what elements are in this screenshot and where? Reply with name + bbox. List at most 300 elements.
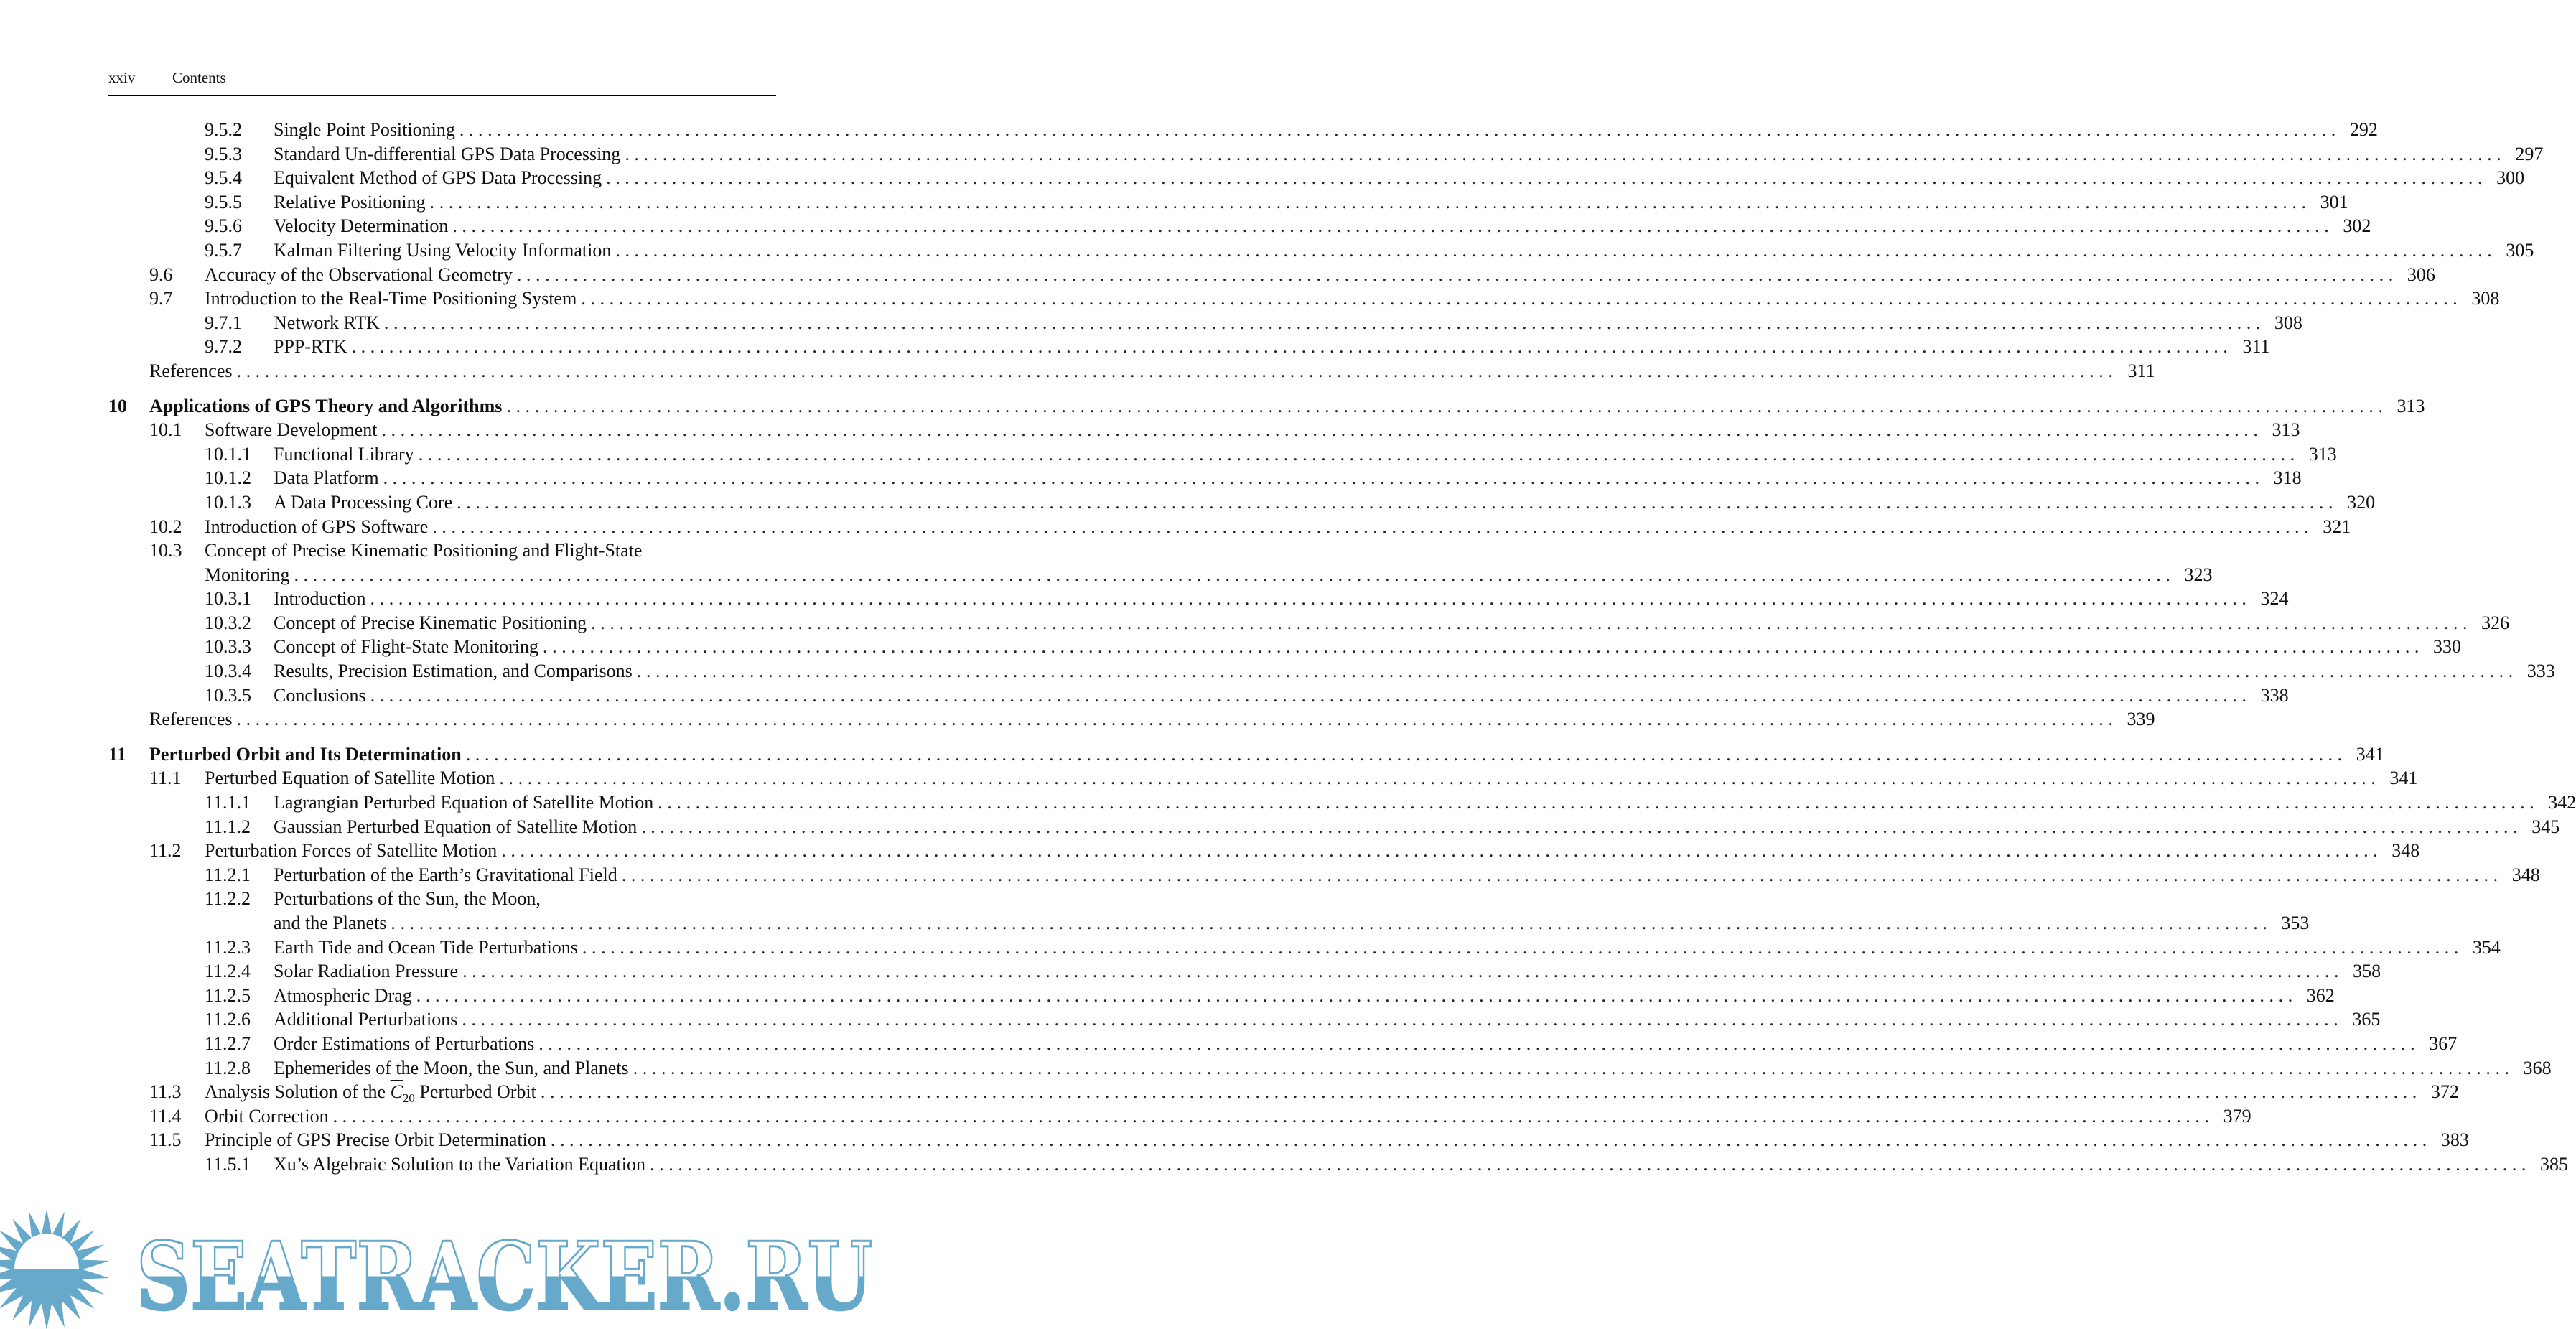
- entry-page: 302: [2343, 215, 2371, 237]
- entry-number: 11.2.3: [205, 936, 251, 958]
- entry-page: 321: [2323, 516, 2351, 537]
- entry-page: 297: [2515, 143, 2544, 164]
- entry-title-text: Single Point Positioning: [274, 119, 455, 140]
- entry-number: 11.1.1: [205, 792, 251, 813]
- leader-dots: ........................................................................................................................................................................................................: [606, 167, 2488, 189]
- entry-title-text: Concept of Precise Kinematic Positioning and Flight-State: [205, 540, 643, 561]
- entry-title: [205, 1128, 546, 1152]
- entry-line: [205, 563, 2213, 587]
- page-number: xxiv: [108, 69, 136, 86]
- entry-line: [274, 1152, 2569, 1177]
- entry-line: [274, 466, 2302, 490]
- leader-dots: ........................................................................................................................................................................................................: [370, 684, 2251, 706]
- entry-number: 9.7.1: [205, 312, 242, 333]
- entry-number: 11.2: [149, 840, 182, 862]
- entry-title-text: Additional Perturbations: [274, 1009, 458, 1030]
- entry-number: 9.5.5: [205, 191, 242, 213]
- entry-line: [205, 1080, 2459, 1106]
- entry-title-text: Earth Tide and Ocean Tide Perturbations: [274, 936, 578, 958]
- leader-dots: ........................................................................................................................................................................................................: [381, 419, 2263, 441]
- entry-number: 11.2.1: [205, 864, 251, 885]
- leader-dots: ........................................................................................................................................................................................................: [462, 1009, 2343, 1030]
- entry-page: 342: [2548, 792, 2576, 813]
- entry-line: [274, 335, 2270, 359]
- entry-number: 11.2.5: [205, 984, 251, 1006]
- toc-entry[interactable]: [0, 587, 2289, 611]
- toc-entry[interactable]: [0, 1152, 2569, 1177]
- entry-title: [274, 587, 366, 611]
- toc-entry[interactable]: [0, 742, 2384, 767]
- entry-title-continuation: Monitoring: [205, 564, 290, 585]
- leader-dots: ........................................................................................................................................................................................................: [581, 288, 2463, 309]
- toc-entry[interactable]: [0, 286, 2500, 311]
- entry-title-text: Results, Precision Estimation, and Comparisons: [274, 661, 633, 682]
- leader-dots: ........................................................................................................................................................................................................: [383, 467, 2264, 489]
- entry-title: [274, 959, 458, 984]
- toc-entry[interactable]: [0, 936, 2501, 960]
- leader-dots: ........................................................................................................................................................................................................: [351, 336, 2233, 358]
- leader-dots: ........................................................................................................................................................................................................: [621, 864, 2503, 885]
- entry-title: [274, 815, 637, 839]
- entry-number: 11.2.6: [205, 1009, 251, 1030]
- entry-line: [274, 984, 2335, 1008]
- entry-title-text: Perturbation of the Earth’s Gravitational Field: [274, 864, 617, 885]
- leader-dots: ........................................................................................................................................................................................................: [538, 1032, 2420, 1054]
- entry-line: [205, 286, 2500, 311]
- entry-line: [274, 791, 2576, 815]
- entry-title-text: Perturbed Orbit and Its Determination: [149, 743, 462, 765]
- entry-line: [274, 936, 2501, 960]
- entry-title-text: Concept of Precise Kinematic Positioning: [274, 612, 587, 633]
- entry-title-text: Relative Positioning: [274, 191, 426, 213]
- entry-title-text: Ephemerides of the Moon, the Sun, and Planets: [274, 1057, 629, 1078]
- entry-number: 10.3.1: [205, 588, 251, 610]
- toc-entry[interactable]: [0, 684, 2289, 708]
- entry-page: 338: [2260, 684, 2289, 706]
- leader-dots: ........................................................................................................................................................................................................: [418, 443, 2300, 465]
- entry-title-text: Analysis Solution of the: [205, 1081, 391, 1103]
- entry-line: [274, 118, 2378, 142]
- entry-page: 301: [2320, 191, 2348, 213]
- entry-title: [205, 766, 495, 791]
- toc-entry[interactable]: [0, 142, 2544, 167]
- entry-title-text: Software Development: [205, 419, 378, 441]
- entry-title: [205, 418, 377, 442]
- entry-title-text: Lagrangian Perturbed Equation of Satellite Motion: [274, 792, 654, 813]
- entry-page: 353: [2281, 913, 2310, 933]
- entry-page: 365: [2352, 1009, 2381, 1030]
- entry-page: 379: [2223, 1105, 2251, 1127]
- leader-dots: ........................................................................................................................................................................................................: [658, 792, 2539, 813]
- entry-number: 10.3.3: [205, 636, 251, 658]
- entry-line: [274, 190, 2348, 215]
- leader-dots: ........................................................................................................................................................................................................: [294, 564, 2175, 585]
- entry-title-text: Concept of Flight-State Monitoring: [274, 636, 539, 658]
- entry-number: 10.1.2: [205, 467, 251, 489]
- entry-line: [274, 1032, 2458, 1056]
- entry-number: 9.6: [149, 264, 173, 285]
- entry-title: [205, 286, 577, 311]
- entry-title: [274, 611, 587, 635]
- entry-title: [149, 359, 232, 383]
- toc-entry[interactable]: [0, 959, 2381, 984]
- entry-title: [149, 742, 462, 767]
- toc-entry[interactable]: [0, 984, 2335, 1008]
- entry-number: 11.2.7: [205, 1032, 251, 1054]
- leader-dots: ........................................................................................................................................................................................................: [236, 709, 2118, 730]
- toc-entry[interactable]: [0, 563, 2213, 587]
- entry-line: [274, 214, 2371, 238]
- leader-dots: ........................................................................................................................................................................................................: [462, 961, 2344, 982]
- entry-line: [274, 166, 2525, 190]
- toc-entry[interactable]: [0, 1056, 2552, 1081]
- entry-page: 313: [2272, 419, 2300, 441]
- entry-page: 354: [2472, 936, 2501, 958]
- entry-title-text: Solar Radiation Pressure: [274, 961, 459, 982]
- entry-title: [274, 214, 448, 238]
- leader-dots: ........................................................................................................................................................................................................: [516, 264, 2398, 285]
- entry-page: 305: [2506, 239, 2534, 261]
- toc-entry[interactable]: [0, 659, 2555, 684]
- toc-entry[interactable]: [0, 515, 2351, 539]
- entry-page: 292: [2349, 119, 2378, 140]
- leader-dots: ........................................................................................................................................................................................................: [465, 743, 2347, 765]
- entry-title-text: Functional Library: [274, 443, 414, 465]
- entry-line: [274, 887, 776, 911]
- entry-title-text: Accuracy of the Observational Geometry: [205, 264, 513, 285]
- toc-entry[interactable]: [0, 418, 2300, 442]
- entry-title: [205, 839, 497, 863]
- entry-line: [205, 515, 2351, 539]
- entry-line: [205, 1128, 2469, 1152]
- entry-number: 11.5: [149, 1129, 182, 1151]
- entry-title: [274, 659, 633, 684]
- leader-dots: ........................................................................................................................................................................................................: [550, 1129, 2432, 1151]
- toc-entry[interactable]: [0, 815, 2560, 839]
- header-rule: [108, 95, 776, 96]
- entry-number: 10.2: [149, 516, 182, 537]
- entry-title: [205, 1104, 329, 1129]
- leader-dots: ........................................................................................................................................................................................................: [499, 768, 2381, 789]
- entry-page: 306: [2407, 264, 2435, 285]
- toc-entry[interactable]: [0, 238, 2534, 263]
- entry-title: [274, 118, 455, 142]
- entry-title-text: Perturbations of the Sun, the Moon,: [274, 888, 541, 910]
- entry-number: 9.7: [149, 288, 173, 309]
- entry-line: [149, 394, 2425, 419]
- entry-subscript: 20: [402, 1091, 415, 1106]
- entry-title: [274, 1152, 645, 1177]
- entry-number: 11.2.8: [205, 1057, 251, 1078]
- sun-logo-icon: [0, 1209, 109, 1329]
- leader-dots: ........................................................................................................................................................................................................: [332, 1105, 2214, 1127]
- running-title: Contents: [172, 69, 226, 86]
- toc-entry[interactable]: [0, 466, 2302, 490]
- entry-symbol: $\overline{C}$: [390, 1081, 403, 1103]
- entry-title-text: Perturbation Forces of Satellite Motion: [205, 840, 498, 862]
- entry-number: 9.5.3: [205, 143, 242, 164]
- entry-line: [205, 418, 2300, 442]
- leader-dots: ........................................................................................................................................................................................................: [391, 913, 2272, 933]
- watermark-text: SEATRACKER.RU: [136, 1221, 872, 1329]
- entry-title-text: Atmospheric Drag: [274, 984, 412, 1006]
- toc-entry[interactable]: [0, 611, 2510, 635]
- leader-dots: ........................................................................................................................................................................................................: [457, 491, 2338, 513]
- entry-title: [274, 442, 414, 467]
- entry-number: 11.4: [149, 1105, 182, 1127]
- toc-entry[interactable]: [0, 394, 2425, 419]
- entry-title: [274, 1056, 629, 1081]
- table-of-contents: [0, 118, 2576, 1177]
- entry-line: [274, 684, 2289, 708]
- toc-entry[interactable]: [0, 707, 2155, 732]
- entry-title: [274, 936, 578, 960]
- entry-title: [274, 984, 412, 1008]
- leader-dots: ........................................................................................................................................................................................................: [543, 636, 2425, 658]
- entry-page: 320: [2347, 491, 2376, 513]
- entry-title: [149, 394, 502, 419]
- entry-line: [274, 311, 2302, 335]
- entry-title: [274, 142, 620, 167]
- entry-title-text: Applications of GPS Theory and Algorithms: [149, 395, 503, 416]
- leader-dots: ........................................................................................................................................................................................................: [540, 1081, 2422, 1103]
- entry-title: [274, 1032, 534, 1056]
- entry-page: 323: [2184, 564, 2213, 585]
- entry-title-text: Data Platform: [274, 467, 379, 489]
- leader-dots: ........................................................................................................................................................................................................: [650, 1153, 2531, 1175]
- leader-dots: ........................................................................................................................................................................................................: [432, 516, 2314, 537]
- entry-number: 11.1: [149, 768, 182, 789]
- entry-title-text: Perturbed Equation of Satellite Motion: [205, 768, 495, 789]
- toc-entry[interactable]: [0, 166, 2525, 190]
- entry-title: [274, 684, 366, 708]
- entry-title-text: References: [149, 360, 233, 381]
- entry-title: [274, 791, 653, 815]
- entry-line: [205, 263, 2435, 287]
- entry-page: 308: [2274, 312, 2302, 333]
- leader-dots: ........................................................................................................................................................................................................: [383, 312, 2265, 333]
- leader-dots: ........................................................................................................................................................................................................: [370, 588, 2251, 610]
- entry-number: 11.3: [149, 1081, 182, 1103]
- entry-title-text: Kalman Filtering Using Velocity Information: [274, 239, 612, 261]
- entry-title: [274, 190, 426, 215]
- entry-line: [274, 587, 2289, 611]
- leader-dots: ........................................................................................................................................................................................................: [615, 239, 2497, 261]
- entry-page: 341: [2389, 768, 2418, 789]
- entry-number: 11.2.2: [205, 888, 251, 910]
- entry-title: [274, 466, 379, 490]
- entry-title: [205, 538, 642, 563]
- entry-number: 11.1.2: [205, 816, 251, 837]
- toc-entry[interactable]: [0, 911, 2310, 936]
- entry-line: [205, 538, 776, 563]
- toc-entry[interactable]: [0, 359, 2155, 383]
- entry-page: 372: [2430, 1081, 2459, 1103]
- entry-title-text: Gaussian Perturbed Equation of Satellite Motion: [274, 816, 638, 837]
- toc-entry[interactable]: [0, 442, 2337, 467]
- entry-page: 330: [2433, 636, 2462, 658]
- entry-title-text: Introduction of GPS Software: [205, 516, 429, 537]
- toc-entry[interactable]: [0, 1032, 2458, 1056]
- entry-page: 341: [2356, 743, 2384, 765]
- toc-entry[interactable]: [0, 1104, 2251, 1129]
- entry-title: [205, 563, 289, 587]
- entry-number: 11.5.1: [205, 1153, 251, 1175]
- entry-title-text: Xu’s Algebraic Solution to the Variation Equation: [274, 1153, 646, 1175]
- leader-dots: ........................................................................................................................................................................................................: [633, 1057, 2514, 1078]
- entry-page: 348: [2391, 840, 2420, 862]
- entry-number: 11: [108, 743, 126, 765]
- entry-number: 9.5.7: [205, 239, 242, 261]
- entry-number: 10.3.4: [205, 661, 251, 682]
- entry-title-text: Conclusions: [274, 684, 366, 706]
- entry-page: 308: [2471, 288, 2500, 309]
- toc-entry[interactable]: [0, 863, 2540, 887]
- entry-page: 362: [2306, 984, 2335, 1006]
- entry-title-text: Orbit Correction: [205, 1105, 329, 1127]
- toc-entry[interactable]: [0, 1080, 2459, 1106]
- entry-title: [274, 1007, 457, 1032]
- entry-line: [274, 815, 2560, 839]
- seatracker-watermark: [0, 1212, 877, 1329]
- entry-title: [274, 490, 452, 515]
- entry-line: [274, 911, 2310, 936]
- entry-page: 333: [2526, 661, 2555, 682]
- entry-title: [274, 887, 541, 911]
- toc-entry[interactable]: [0, 311, 2302, 335]
- entry-line: [274, 959, 2381, 984]
- entry-line: [274, 659, 2555, 684]
- entry-line: [149, 707, 2155, 732]
- entry-title-text: A Data Processing Core: [274, 491, 453, 513]
- entry-line: [274, 238, 2534, 263]
- entry-line: [149, 359, 2155, 383]
- entry-line: [274, 1056, 2552, 1081]
- entry-page: 367: [2429, 1032, 2458, 1054]
- leader-dots: ........................................................................................................................................................................................................: [452, 215, 2334, 237]
- entry-page: 313: [2397, 395, 2425, 416]
- entry-number: 10.3.2: [205, 612, 251, 633]
- entry-number: 10.3.5: [205, 684, 251, 706]
- toc-entry[interactable]: [0, 1128, 2469, 1152]
- entry-title-text: References: [149, 709, 233, 730]
- entry-line: [274, 611, 2510, 635]
- toc-entry[interactable]: [0, 263, 2435, 287]
- toc-entry[interactable]: [0, 1007, 2381, 1032]
- entry-page: 311: [2127, 360, 2155, 381]
- leader-dots: ........................................................................................................................................................................................................: [591, 612, 2473, 633]
- entry-page: 313: [2308, 443, 2337, 465]
- leader-dots: ........................................................................................................................................................................................................: [236, 360, 2118, 381]
- entry-number: 10.1: [149, 419, 182, 441]
- entry-title: [274, 635, 538, 659]
- entry-number: 9.7.2: [205, 336, 242, 358]
- entry-title: [205, 1080, 536, 1104]
- entry-title-text: Introduction: [274, 588, 366, 610]
- entry-line: [274, 490, 2376, 515]
- entry-title: [205, 263, 513, 287]
- entry-title-text: Standard Un-differential GPS Data Processing: [274, 143, 621, 164]
- entry-line: [274, 442, 2337, 467]
- entry-title: [274, 238, 611, 263]
- entry-page: 326: [2481, 612, 2510, 633]
- entry-line: [149, 742, 2384, 767]
- toc-entry[interactable]: [0, 335, 2270, 359]
- entry-title-text: PPP-RTK: [274, 336, 347, 358]
- toc-entry[interactable]: [0, 887, 877, 911]
- entry-page: 339: [2127, 709, 2155, 730]
- entry-line: [205, 839, 2420, 863]
- toc-entry[interactable]: [0, 214, 2371, 238]
- entry-title-text: Introduction to the Real-Time Positioning System: [205, 288, 577, 309]
- entry-number: 9.5.6: [205, 215, 242, 237]
- entry-page: 300: [2496, 167, 2525, 189]
- leader-dots: ........................................................................................................................................................................................................: [429, 191, 2311, 213]
- entry-page: 311: [2242, 336, 2270, 358]
- entry-page: 383: [2440, 1129, 2469, 1151]
- entry-page: 324: [2260, 588, 2289, 610]
- entry-title: [274, 911, 386, 936]
- entry-title-text: Order Estimations of Perturbations: [274, 1032, 535, 1054]
- entry-title: [149, 707, 232, 732]
- entry-line: [205, 766, 2418, 791]
- entry-page: 368: [2523, 1057, 2552, 1078]
- entry-title: [274, 335, 347, 359]
- entry-number: 9.5.2: [205, 119, 242, 140]
- toc-entry[interactable]: [0, 538, 877, 563]
- entry-page: 345: [2531, 816, 2560, 837]
- entry-number: 10.1.1: [205, 443, 251, 465]
- leader-dots: ........................................................................................................................................................................................................: [641, 816, 2523, 837]
- entry-page: 358: [2353, 961, 2381, 982]
- toc-entry[interactable]: [0, 766, 2418, 791]
- leader-dots: ........................................................................................................................................................................................................: [501, 840, 2383, 862]
- entry-title: [274, 311, 380, 335]
- leader-dots: ........................................................................................................................................................................................................: [416, 984, 2297, 1006]
- entry-title: [274, 863, 617, 887]
- leader-dots: ........................................................................................................................................................................................................: [636, 661, 2518, 682]
- entry-title-text: Velocity Determination: [274, 215, 449, 237]
- entry-page: 318: [2273, 467, 2302, 489]
- entry-title-post: Perturbed Orbit: [414, 1081, 536, 1103]
- entry-number: 10: [108, 395, 127, 416]
- entry-line: [205, 1104, 2251, 1129]
- entry-title-text: Equivalent Method of GPS Data Processing: [274, 167, 602, 189]
- entry-line: [274, 1007, 2381, 1032]
- toc-entry[interactable]: [0, 118, 2378, 142]
- entry-line: [274, 863, 2540, 887]
- entry-page: 348: [2511, 864, 2540, 885]
- leader-dots: ........................................................................................................................................................................................................: [506, 395, 2388, 416]
- toc-entry[interactable]: [0, 490, 2376, 515]
- leader-dots: ........................................................................................................................................................................................................: [625, 143, 2506, 164]
- entry-page: 385: [2540, 1153, 2569, 1175]
- toc-entry[interactable]: [0, 791, 2576, 815]
- entry-line: [274, 635, 2462, 659]
- toc-entry[interactable]: [0, 190, 2348, 215]
- entry-number: 10.1.3: [205, 491, 251, 513]
- leader-dots: ........................................................................................................................................................................................................: [459, 119, 2341, 140]
- toc-entry[interactable]: [0, 635, 2462, 659]
- entry-title-text: Network RTK: [274, 312, 380, 333]
- entry-title-continuation: and the Planets: [274, 913, 387, 933]
- entry-title: [205, 515, 428, 539]
- entry-number: 9.5.4: [205, 167, 242, 189]
- toc-entry[interactable]: [0, 839, 2420, 863]
- entry-title: [274, 166, 602, 190]
- leader-dots: ........................................................................................................................................................................................................: [582, 936, 2463, 958]
- entry-line: [274, 142, 2544, 167]
